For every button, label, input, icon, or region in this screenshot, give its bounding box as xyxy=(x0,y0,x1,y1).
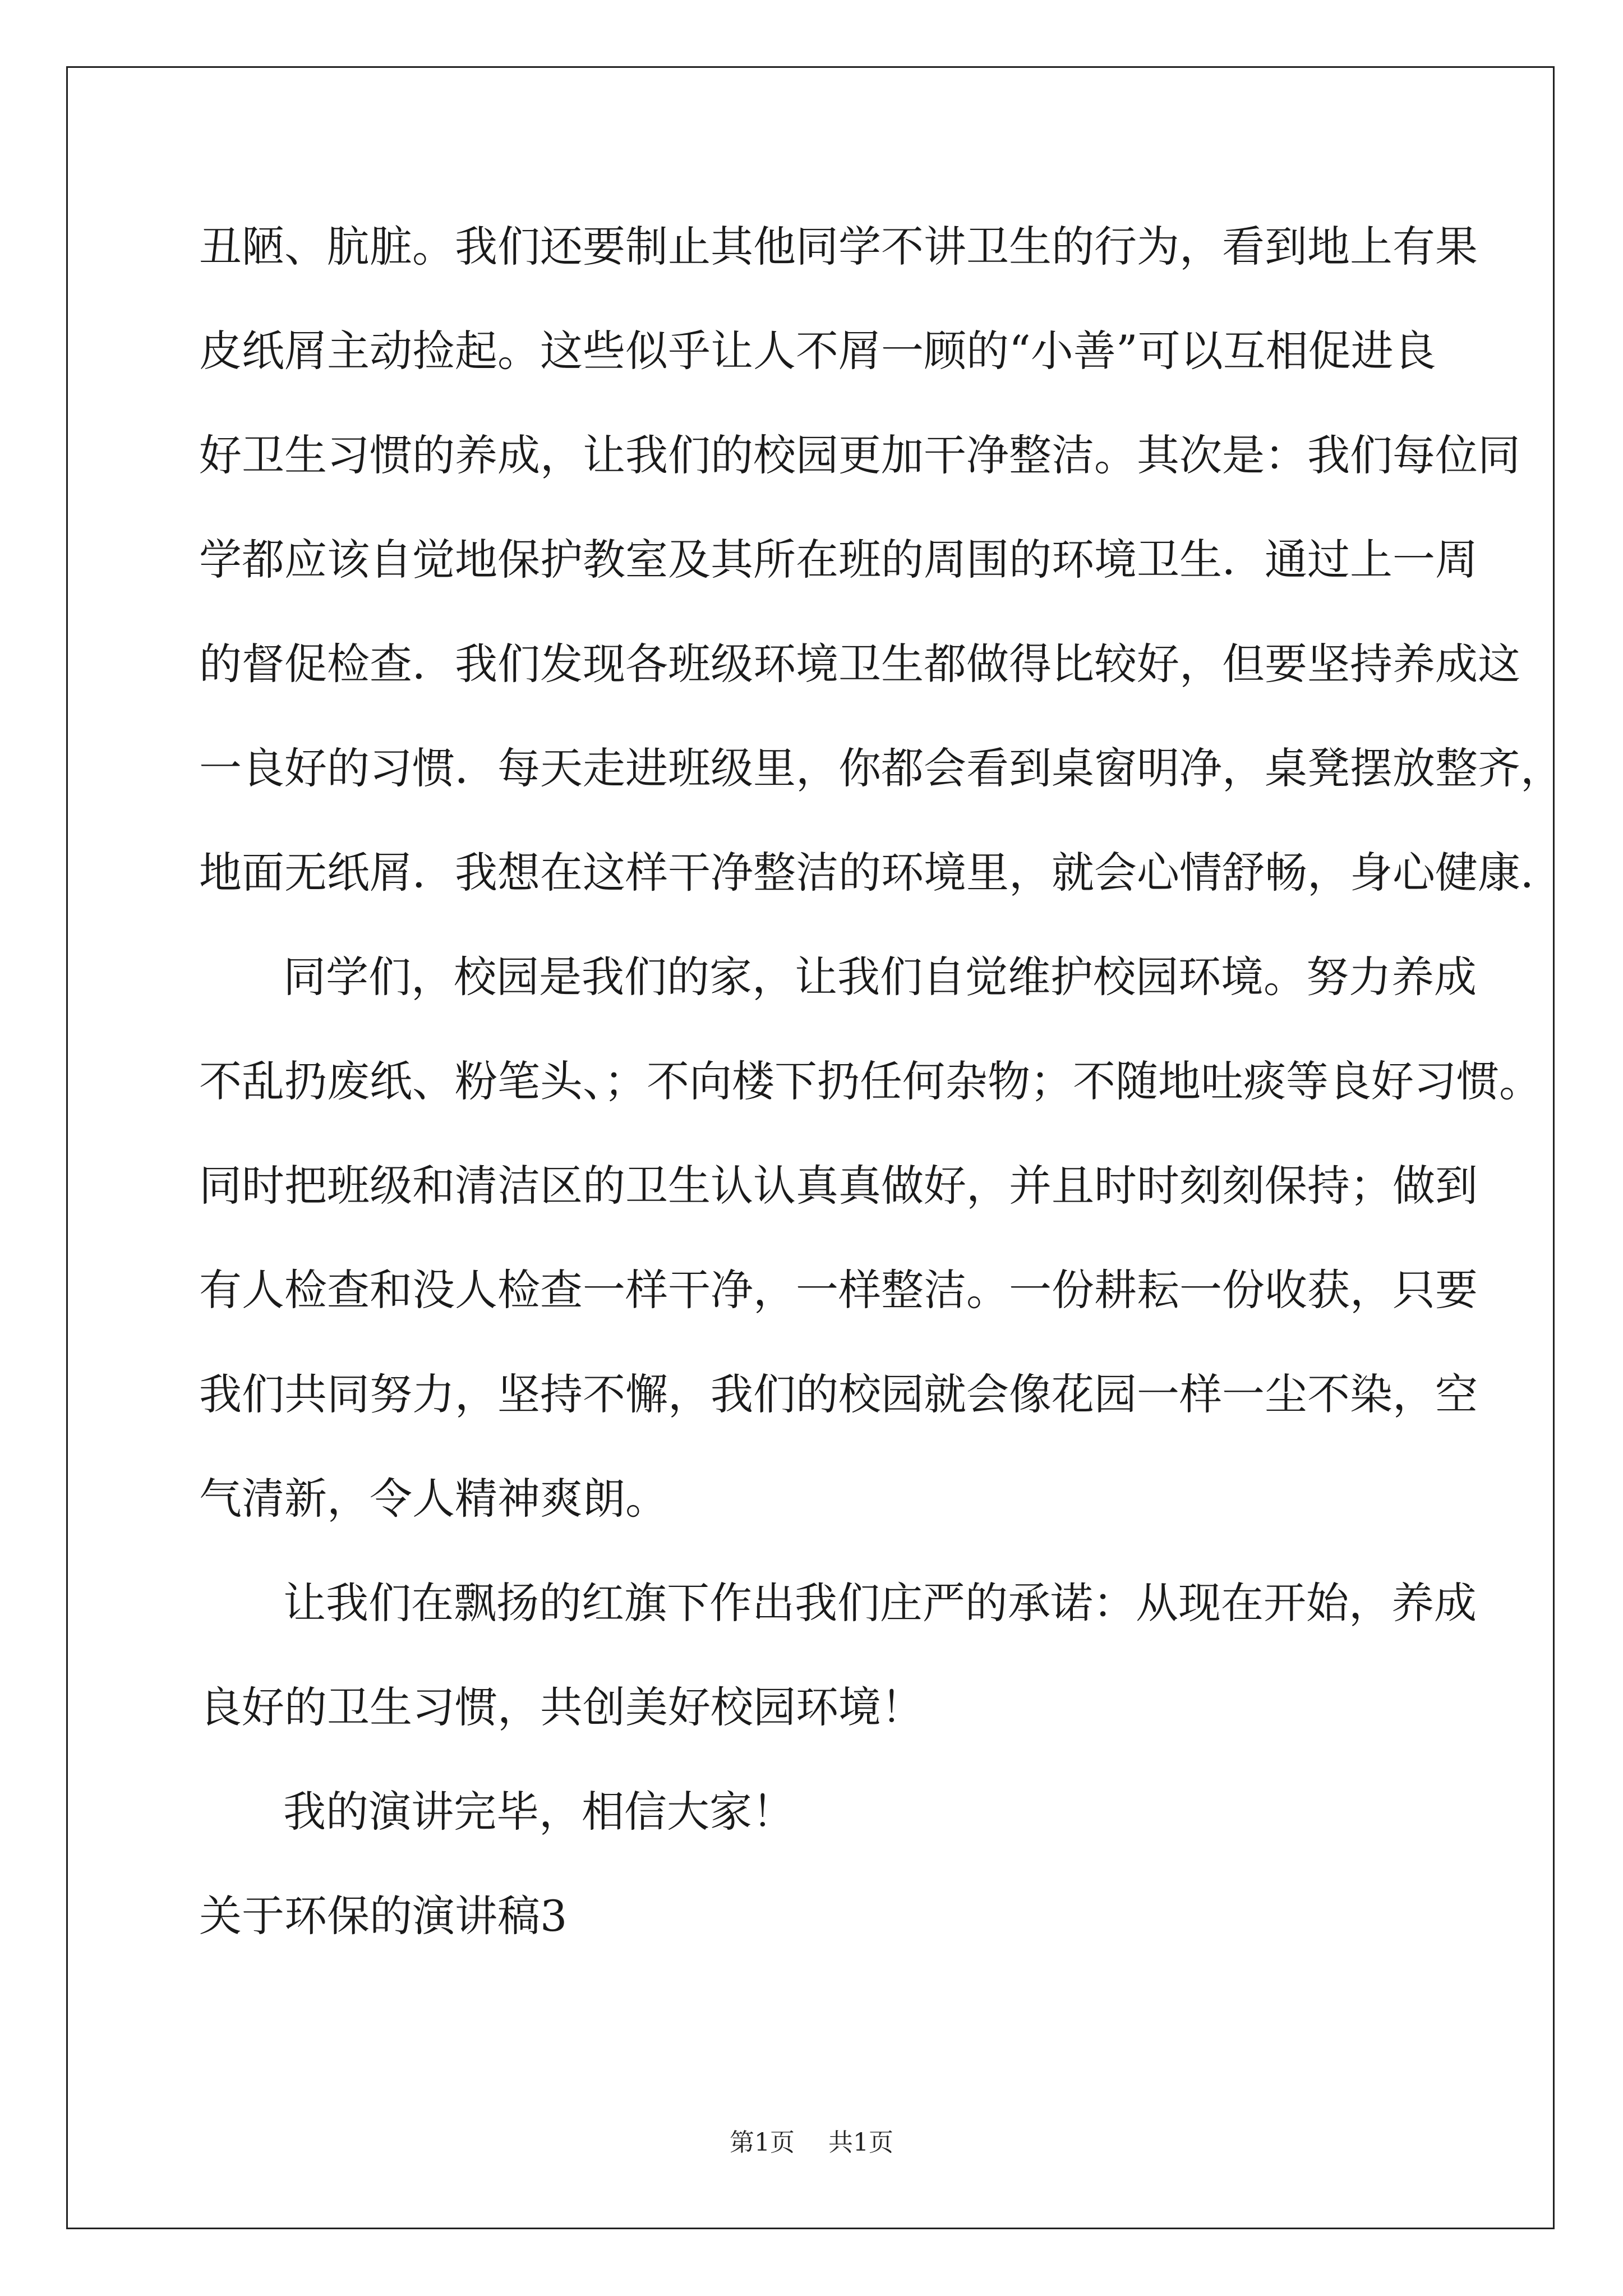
text-line: 我们共同努力，坚持不懈，我们的校园就会像花园一样一尘不染，空 xyxy=(199,1369,1478,1419)
text-line: 气清新，令人精神爽朗。 xyxy=(199,1474,668,1524)
document-body xyxy=(199,216,1563,1990)
text-line: 同时把班级和清洁区的卫生认认真真做好，并且时时刻刻保持；做到 xyxy=(199,1161,1478,1211)
page-footer xyxy=(0,2126,1623,2160)
text-line: 学都应该自觉地保护教室及其所在班的周围的环境卫生．通过上一周 xyxy=(199,535,1478,585)
text-line: 一良好的习惯．每天走进班级里，你都会看到桌窗明净，桌凳摆放整齐， xyxy=(199,743,1563,793)
text-line: 丑陋、肮脏。我们还要制止其他同学不讲卫生的行为，看到地上有果 xyxy=(199,222,1478,272)
text-line: 不乱扔废纸、粉笔头、；不向楼下扔任何杂物；不随地吐痰等良好习惯。 xyxy=(199,1056,1542,1106)
text-line: 良好的卫生习惯，共创美好校园环境！ xyxy=(199,1682,924,1732)
paragraph-first-line: 同学们，校园是我们的家，让我们自觉维护校园环境。努力养成 xyxy=(283,952,1477,1002)
text-line: 好卫生习惯的养成，让我们的校园更加干净整洁。其次是：我们每位同 xyxy=(199,430,1520,480)
paragraph-first-line: 让我们在飘扬的红旗下作出我们庄严的承诺：从现在开始，养成 xyxy=(283,1578,1477,1628)
section-heading: 关于环保的演讲稿3 xyxy=(199,1891,568,1941)
paragraph-first-line: 我的演讲完毕，相信大家！ xyxy=(283,1787,795,1837)
page-total: 共1页 xyxy=(828,2128,893,2157)
text-line: 的督促检查．我们发现各班级环境卫生都做得比较好，但要坚持养成这 xyxy=(199,639,1520,689)
text-line: 有人检查和没人检查一样干净，一样整洁。一份耕耘一份收获，只要 xyxy=(199,1265,1478,1315)
text-line: 皮纸屑主动捡起。这些似乎让人不屑一顾的“小善”可以互相促进良 xyxy=(199,326,1436,376)
page-number: 第1页 xyxy=(730,2128,795,2157)
text-line: 地面无纸屑．我想在这样干净整洁的环境里，就会心情舒畅，身心健康． xyxy=(199,848,1563,898)
